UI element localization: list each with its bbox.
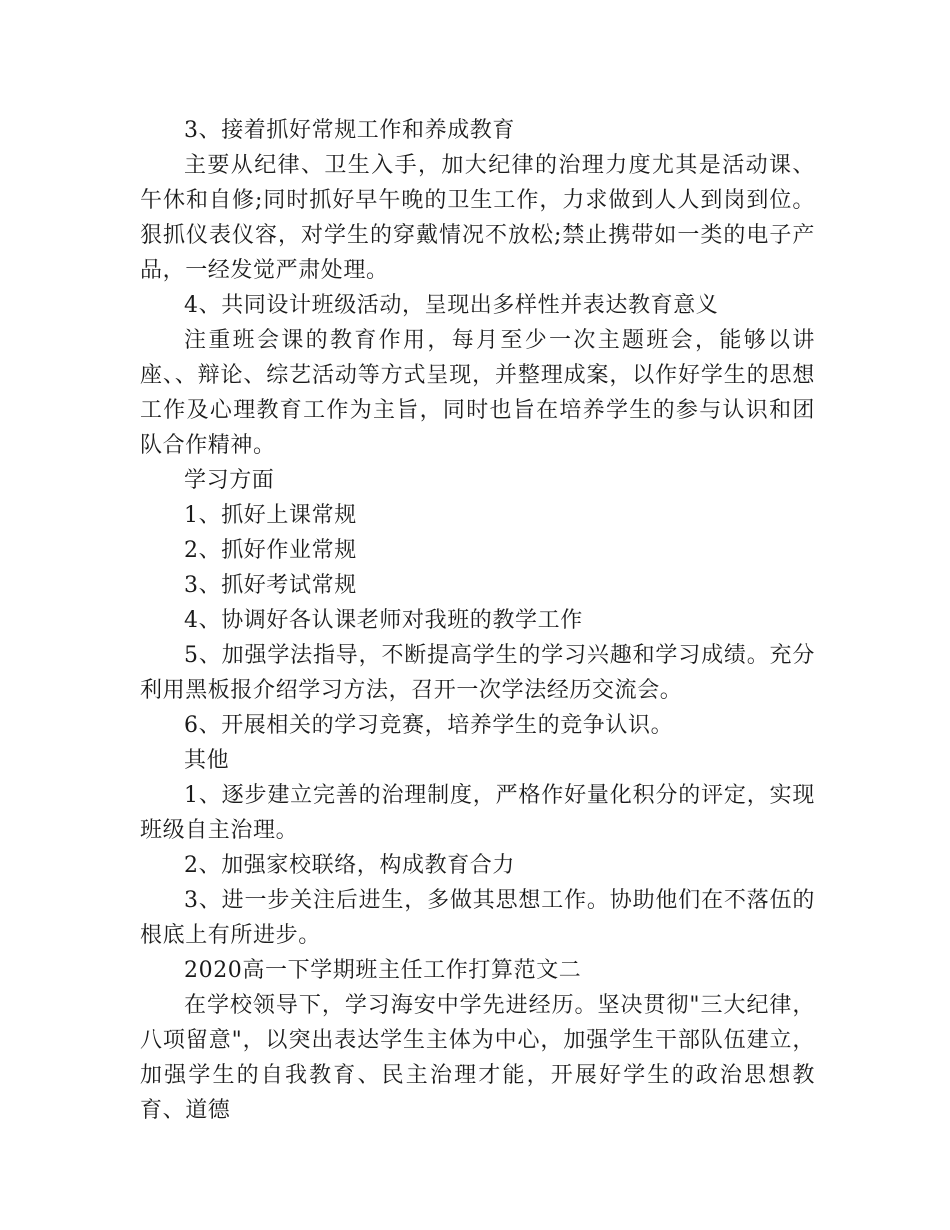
list-item: 5、加强学法指导，不断提高学生的学习兴趣和学习成绩。充分利用黑板报介绍学习方法，召开一次学法经历交流会。	[140, 643, 815, 703]
list-item: 6、开展相关的学习竞赛，培养学生的竞争认识。	[184, 713, 674, 738]
list-item: 1、抓好上课常规	[184, 503, 357, 528]
section-title-sample-two: 2020高一下学期班主任工作打算范文二	[184, 958, 582, 983]
paragraph-class-meeting: 注重班会课的教育作用，每月至少一次主题班会，能够以讲座、、辩论、综艺活动等方式呈现，并整理成案，以作好学生的思想工作及心理教育工作为主旨，同时也旨在培养学生的参与认识和团队合作精神。	[140, 328, 815, 458]
list-item: 2、抓好作业常规	[184, 538, 357, 563]
list-item: 3、进一步关注后进生，多做其思想工作。协助他们在不落伍的根底上有所进步。	[140, 888, 815, 948]
document-body	[140, 113, 815, 1128]
section-heading-study: 学习方面	[184, 468, 275, 493]
item-heading-3: 3、接着抓好常规工作和养成教育	[184, 118, 515, 143]
list-item: 2、加强家校联络，构成教育合力	[184, 853, 515, 878]
paragraph-discipline-hygiene: 主要从纪律、卫生入手，加大纪律的治理力度尤其是活动课、午休和自修;同时抓好早午晚的卫生工作，力求做到人人到岗到位。狠抓仪表仪容，对学生的穿戴情况不放松;禁止携带如一类的电子产品，一经发觉严肃处理。	[140, 153, 815, 283]
list-item: 1、逐步建立完善的治理制度，严格作好量化积分的评定，实现班级自主治理。	[140, 783, 815, 843]
paragraph-intro: 在学校领导下，学习海安中学先进经历。坚决贯彻"三大纪律，八项留意"，以突出表达学生主体为中心，加强学生干部队伍建立，加强学生的自我教育、民主治理才能，开展好学生的政治思想教育、道德	[140, 993, 815, 1123]
item-heading-4: 4、共同设计班级活动，呈现出多样性并表达教育意义	[184, 293, 719, 318]
section-heading-other: 其他	[184, 748, 230, 773]
list-item: 3、抓好考试常规	[184, 573, 357, 598]
list-item: 4、协调好各认课老师对我班的教学工作	[184, 608, 583, 633]
